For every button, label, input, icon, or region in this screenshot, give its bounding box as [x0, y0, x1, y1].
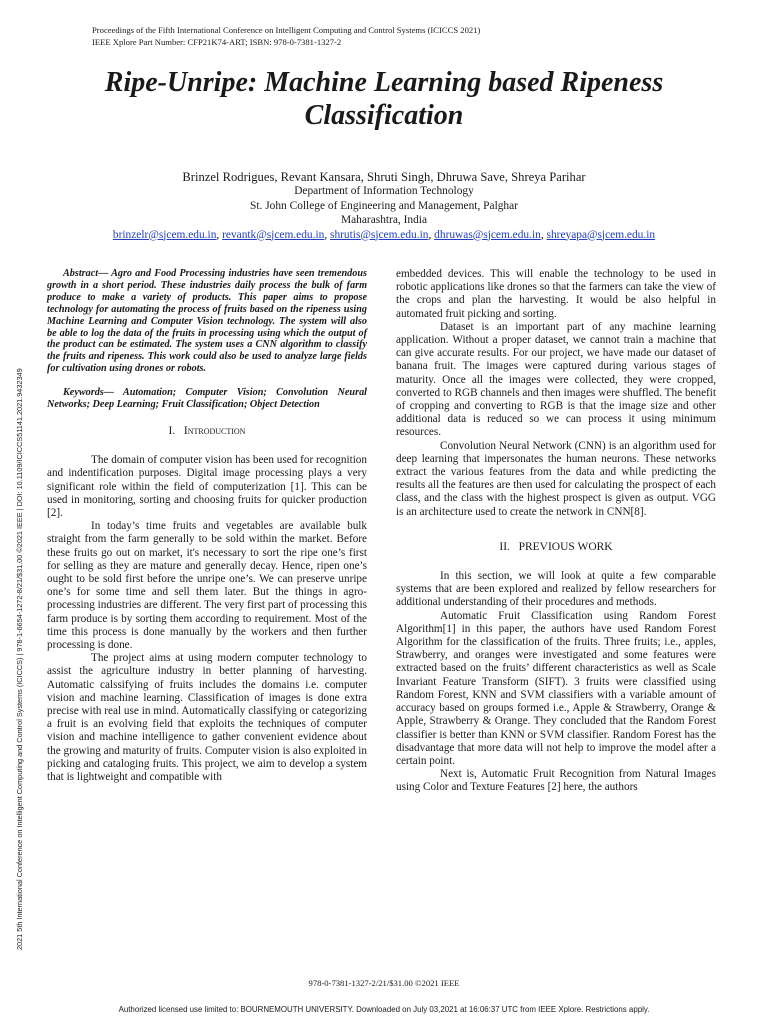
right-column — [396, 268, 716, 795]
section-heading-previous-work — [396, 541, 716, 554]
email-list: brinzelr@sjcem.edu.in, revantk@sjcem.edu.in, shrutis@sjcem.edu.in, dhruwas@sjcem.edu.in, shreyapa@sjcem.edu.in — [112, 228, 656, 241]
paragraph: In this section, we will look at quite a few comparable systems that are been explored and realized by fellow researchers for additional understanding of their procedures and methods. — [396, 570, 716, 609]
affiliation-block — [40, 184, 728, 242]
section-title: PREVIOUS WORK — [518, 540, 613, 553]
side-identifier: 2021 5th International Conference on Intelligent Computing and Control Systems (ICICCS) | 978-1-6654-1272-8/21/$31.00 ©2021 IEEE | DOI: 10.1109/ICICCS51141.2021.9432349 — [15, 368, 24, 950]
author-list: Brinzel Rodrigues, Revant Kansara, Shruti Singh, Dhruwa Save, Shreya Parihar — [182, 170, 586, 184]
section-heading-introduction — [47, 425, 367, 438]
left-column — [47, 268, 367, 784]
department: Department of Information Technology — [294, 185, 474, 197]
paragraph: Next is, Automatic Fruit Recognition from Natural Images using Color and Texture Features [2] here, the authors — [396, 768, 716, 794]
email-link[interactable]: shrutis@sjcem.edu.in — [330, 228, 429, 241]
page-header — [92, 24, 480, 48]
authorized-use-notice: Authorized licensed use limited to: BOURNEMOUTH UNIVERSITY. Downloaded on July 03,2021 at 16:06:37 UTC from IEEE Xplore. Restrictions apply. — [118, 1005, 650, 1014]
section-title: Introduction — [183, 424, 246, 437]
college: St. John College of Engineering and Management, Palghar — [250, 199, 518, 212]
copyright-footer: 978-0-7381-1327-2/21/$31.00 ©2021 IEEE — [308, 978, 460, 988]
paragraph: Dataset is an important part of any machine learning application. Without a proper dataset, we cannot train a machine that can give accurate results. For our project, we have made our dataset of banana fruit. The images were captured during various stages of maturity. Once all the images were collected, they were cropped, converted to RGB channels and then images were shuffled. The benefit of cropping and converting to RGB is that the image size and other additional data is reduced so we can process it using minimum resources. — [396, 320, 716, 439]
proceedings-line: Proceedings of the Fifth International Conference on Intelligent Computing and Control Systems (ICICCS 2021) — [92, 25, 481, 35]
paragraph: The domain of computer vision has been used for recognition and indentification purposes. Digital image processing plays a very significant role within the field of computerization [1]. This can be used in monitoring, sorting and choosing fruits for quicker production [2]. — [47, 454, 367, 519]
paragraph: Convolution Neural Network (CNN) is an algorithm used for deep learning that impersonates the human neurons. These networks extract the various features from the data and while predicting the results all the features are then used for calculating the prospect of each class, and the class with the highest prospect is given as output. VGG is an architecture used to create the network in CNN[8]. — [396, 439, 716, 518]
xplore-line: IEEE Xplore Part Number: CFP21K74-ART; ISBN: 978-0-7381-1327-2 — [92, 37, 342, 47]
paragraph: In today’s time fruits and vegetables are available bulk straight from the farm generally to be sold within the market. Before these fruits go out on market, it's necessary to sort the ripe one’s first for selling as they are mature and generally decay. Hence, ripen one’s ought to be sold first before the unripe one’s. We can preserve unripe one’s for some time and sell them later. But the things in agro-processing industries are different. The very first part of processing this farm produce is by sorting them according to requirement. Most of the time this process is done manually by the workers and then further processing is done. — [47, 520, 367, 652]
section-number: II. — [499, 540, 510, 553]
email-link[interactable]: brinzelr@sjcem.edu.in — [112, 228, 217, 241]
location: Maharashtra, India — [340, 214, 428, 226]
abstract: Abstract— Agro and Food Processing industries have seen tremendous growth in a short period. These industries daily process the bulk of farm produce to make a variety of products. This paper aims to propose technology for automating the process of fruits based on the ripeness using Machine Learning and Computer Vision technology. The system will also be able to log the data of the fruits in processing using which the output of the product can be estimated. The system uses a CNN algorithm to classify the fruits and ripeness. This work could also be used to analyze large fields for cultivation using drones or robots. — [47, 268, 367, 375]
paragraph: Automatic Fruit Classification using Random Forest Algorithm[1] in this paper, the authors have used Random Forest Algorithm for the classification of the fruits. Three fruits; i.e., apples, Strawberry, and oranges were investigated and some features were extracted based on the fruits’ different characteristics as well as Scale Invariant Feature Transform (SIFT). 3 fruits were classified using Random Forest, KNN and SVM classifiers with a variable amount of accuracy based on groups formed i.e., Apple & Strawberry, Orange & Apple, Strawberry & Orange. They concluded that the Random Forest classifier is better than KNN or SVM classifier. Random Forest has the disadvantage that more data will not help to improve the model after a certain point. — [396, 609, 716, 767]
email-link[interactable]: revantk@sjcem.edu.in — [222, 228, 325, 241]
paragraph: embedded devices. This will enable the technology to be used in robotic applications like drones so that the farmers can take the view of the crops and plan the harvesting. It would be also helpful in automated fruit picking and sorting. — [396, 268, 716, 320]
email-link[interactable]: dhruwas@sjcem.edu.in — [434, 228, 541, 241]
paper-title: Ripe-Unripe: Machine Learning based Ripeness Classification — [104, 67, 664, 131]
paragraph: The project aims at using modern computer technology to assist the agriculture industry in better planning of harvesting. Automatic calssifying of fruits includes the domains i.e. computer vision and machine learning. Classification of images is done extra precise with real use in mind. Automatically classifying or categorizing a fruit is an evolving field that exploits the techniques of computer vision and machine intelligence to gather convenient evidence about the growing and maturity of fruits. Computer vision is also exploited in picking and cataloging fruits. This project, we aim to develop a system that is lightweight and compatible with — [47, 652, 367, 784]
email-link[interactable]: shreyapa@sjcem.edu.in — [546, 228, 656, 241]
keywords: Keywords— Automation; Computer Vision; Convolution Neural Networks; Deep Learning; Fruit Classification; Object Detection — [47, 387, 367, 411]
section-number: I. — [168, 424, 176, 437]
